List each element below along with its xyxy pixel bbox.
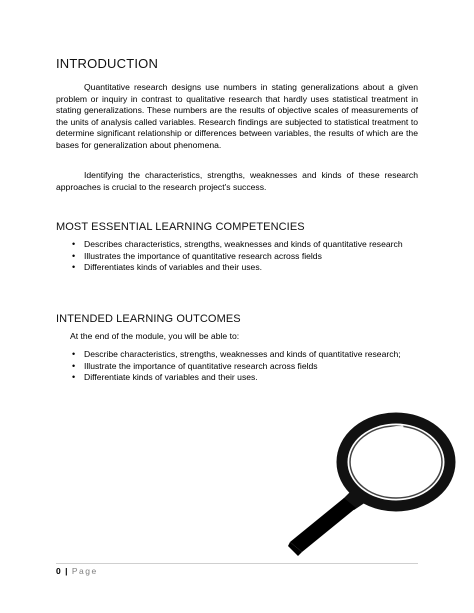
outcomes-list xyxy=(56,349,418,384)
bullet-icon: • xyxy=(72,372,76,383)
list-item: • Illustrate the importance of quantitative research across fields xyxy=(72,360,318,371)
page-label: Page xyxy=(71,566,98,576)
footer-divider xyxy=(56,563,418,564)
handle-grip xyxy=(290,498,356,552)
bullet-icon: • xyxy=(72,349,76,359)
bullet-icon: • xyxy=(72,262,76,273)
outcomes-heading: INTENDED LEARNING OUTCOMES xyxy=(56,313,241,325)
list-item: • Illustrates the importance of quantitative research across fields xyxy=(72,250,322,261)
page-footer xyxy=(56,566,98,576)
list-item: • Describes characteristics, strengths, weaknesses and kinds of quantitative research xyxy=(72,239,403,249)
intro-paragraph-1: Quantitative research designs use numbers in stating generalizations about a given problem or inquiry in contrast to qualitative research that hardly uses statistical treatment in stating generalizations. These numbers are the results of objective scales of measurements of the units of analysis called variables. Research findings are subjected to statistical treatment to determine significant relationship or differences between variables, the results of which are the bases for generalization about phenomena. xyxy=(56,82,418,150)
intro-paragraph-2: Identifying the characteristics, strengths, weaknesses and kinds of these research approaches is crucial to the research project's success. xyxy=(56,170,418,192)
introduction-heading: INTRODUCTION xyxy=(56,56,159,71)
list-item: • Describe characteristics, strengths, weaknesses and kinds of quantitative research; xyxy=(72,349,401,359)
footer-separator: | xyxy=(65,566,68,576)
lens-frame xyxy=(342,418,450,506)
list-item: • Differentiate kinds of variables and their uses. xyxy=(72,372,258,383)
magnifying-glass-icon xyxy=(286,410,456,570)
bullet-icon: • xyxy=(72,360,76,371)
bullet-icon: • xyxy=(72,250,76,261)
magnifier-handle xyxy=(288,490,366,556)
outcomes-lead: At the end of the module, you will be able to: xyxy=(70,331,240,341)
bullet-icon: • xyxy=(72,239,76,249)
magnifier-lens xyxy=(342,418,450,506)
list-item: • Differentiates kinds of variables and their uses. xyxy=(72,262,263,273)
page-number: 0 xyxy=(56,566,61,576)
competencies-heading: MOST ESSENTIAL LEARNING COMPETENCIES xyxy=(56,221,305,233)
competencies-list xyxy=(56,239,418,274)
